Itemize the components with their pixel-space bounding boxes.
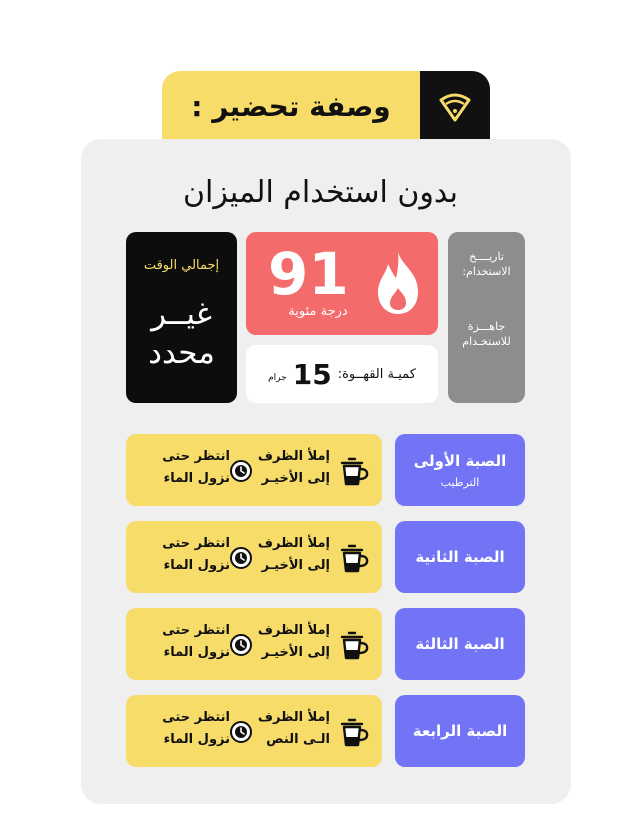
flame-icon — [372, 248, 424, 322]
usage-date-label-line1: تاريــــخ — [469, 250, 504, 263]
wait-instruction-line2: نزول الماء — [163, 645, 230, 661]
pour-label — [395, 434, 525, 506]
recipe-header — [162, 71, 490, 141]
temperature-unit: درجة مئوية — [288, 304, 348, 319]
timer-icon — [228, 719, 254, 749]
wait-instruction-line1: انتظر حتى — [162, 710, 230, 725]
pour-name: الصبة الرابعة — [412, 722, 508, 740]
pour-steps — [126, 695, 382, 767]
wait-instruction-line2: نزول الماء — [163, 732, 230, 748]
fill-instruction — [258, 533, 330, 577]
kettle-icon — [338, 454, 372, 492]
kettle-icon — [338, 628, 372, 666]
coffee-amount-label: كميـة القهــوة: — [337, 366, 416, 382]
fill-instruction-line2: الـى النص — [266, 732, 330, 748]
pour-subtitle: الترطيب — [440, 475, 480, 489]
coffee-amount-box — [246, 345, 438, 403]
coffee-amount-value: 15 — [292, 357, 332, 391]
total-time-value-line1: غيــر — [151, 296, 212, 332]
fill-instruction — [258, 707, 330, 751]
pour-name: الصبة الثالثة — [415, 635, 505, 653]
kettle-icon — [338, 541, 372, 579]
temperature-value: 91 — [268, 240, 349, 308]
pour-label — [395, 608, 525, 680]
fill-instruction — [258, 446, 330, 490]
total-time-value-line2: محدد — [148, 334, 215, 371]
recipe-header-title: وصفة تحضير : — [162, 71, 420, 141]
wait-instruction-line1: انتظر حتى — [162, 623, 230, 638]
fill-instruction-line1: إملأ الظرف — [257, 449, 330, 464]
timer-icon — [228, 545, 254, 575]
pour-label — [395, 695, 525, 767]
fill-instruction — [258, 620, 330, 664]
fill-instruction-line1: إملأ الظرف — [257, 710, 330, 725]
usage-date-value-line1: جاهـــزة — [467, 319, 506, 333]
wait-instruction-line2: نزول الماء — [163, 558, 230, 574]
fill-instruction-line2: إلى الأخيـر — [261, 558, 330, 574]
fill-instruction-line1: إملأ الظرف — [257, 623, 330, 638]
pour-name: الصبة الثانية — [415, 548, 505, 566]
pour-steps — [126, 521, 382, 593]
wait-instruction — [162, 446, 230, 490]
kettle-icon — [338, 715, 372, 753]
pour-steps — [126, 434, 382, 506]
wait-instruction-line1: انتظر حتى — [162, 449, 230, 464]
coffee-amount-unit: جرام — [268, 373, 287, 383]
coffee-filter-icon — [420, 71, 490, 141]
fill-instruction-line2: إلى الأخيـر — [261, 471, 330, 487]
usage-date-box — [448, 232, 525, 403]
wait-instruction — [162, 620, 230, 664]
total-time-label: إجمالي الوقت — [143, 258, 220, 273]
wait-instruction-line1: انتظر حتى — [162, 536, 230, 551]
wait-instruction — [162, 707, 230, 751]
recipe-subtitle: بدون استخدام الميزان — [182, 175, 459, 210]
total-time-value — [126, 295, 237, 373]
temperature-box — [246, 232, 438, 335]
usage-date-value-line2: للاستخـدام — [462, 334, 511, 348]
total-time-box — [126, 232, 237, 403]
pour-name: الصبة الأولى — [413, 451, 507, 470]
wait-instruction — [162, 533, 230, 577]
timer-icon — [228, 632, 254, 662]
fill-instruction-line1: إملأ الظرف — [257, 536, 330, 551]
pour-label — [395, 521, 525, 593]
fill-instruction-line2: إلى الأخيـر — [261, 645, 330, 661]
timer-icon — [228, 458, 254, 488]
usage-date-label-line2: الاستخدام: — [462, 264, 511, 278]
pour-steps — [126, 608, 382, 680]
wait-instruction-line2: نزول الماء — [163, 471, 230, 487]
